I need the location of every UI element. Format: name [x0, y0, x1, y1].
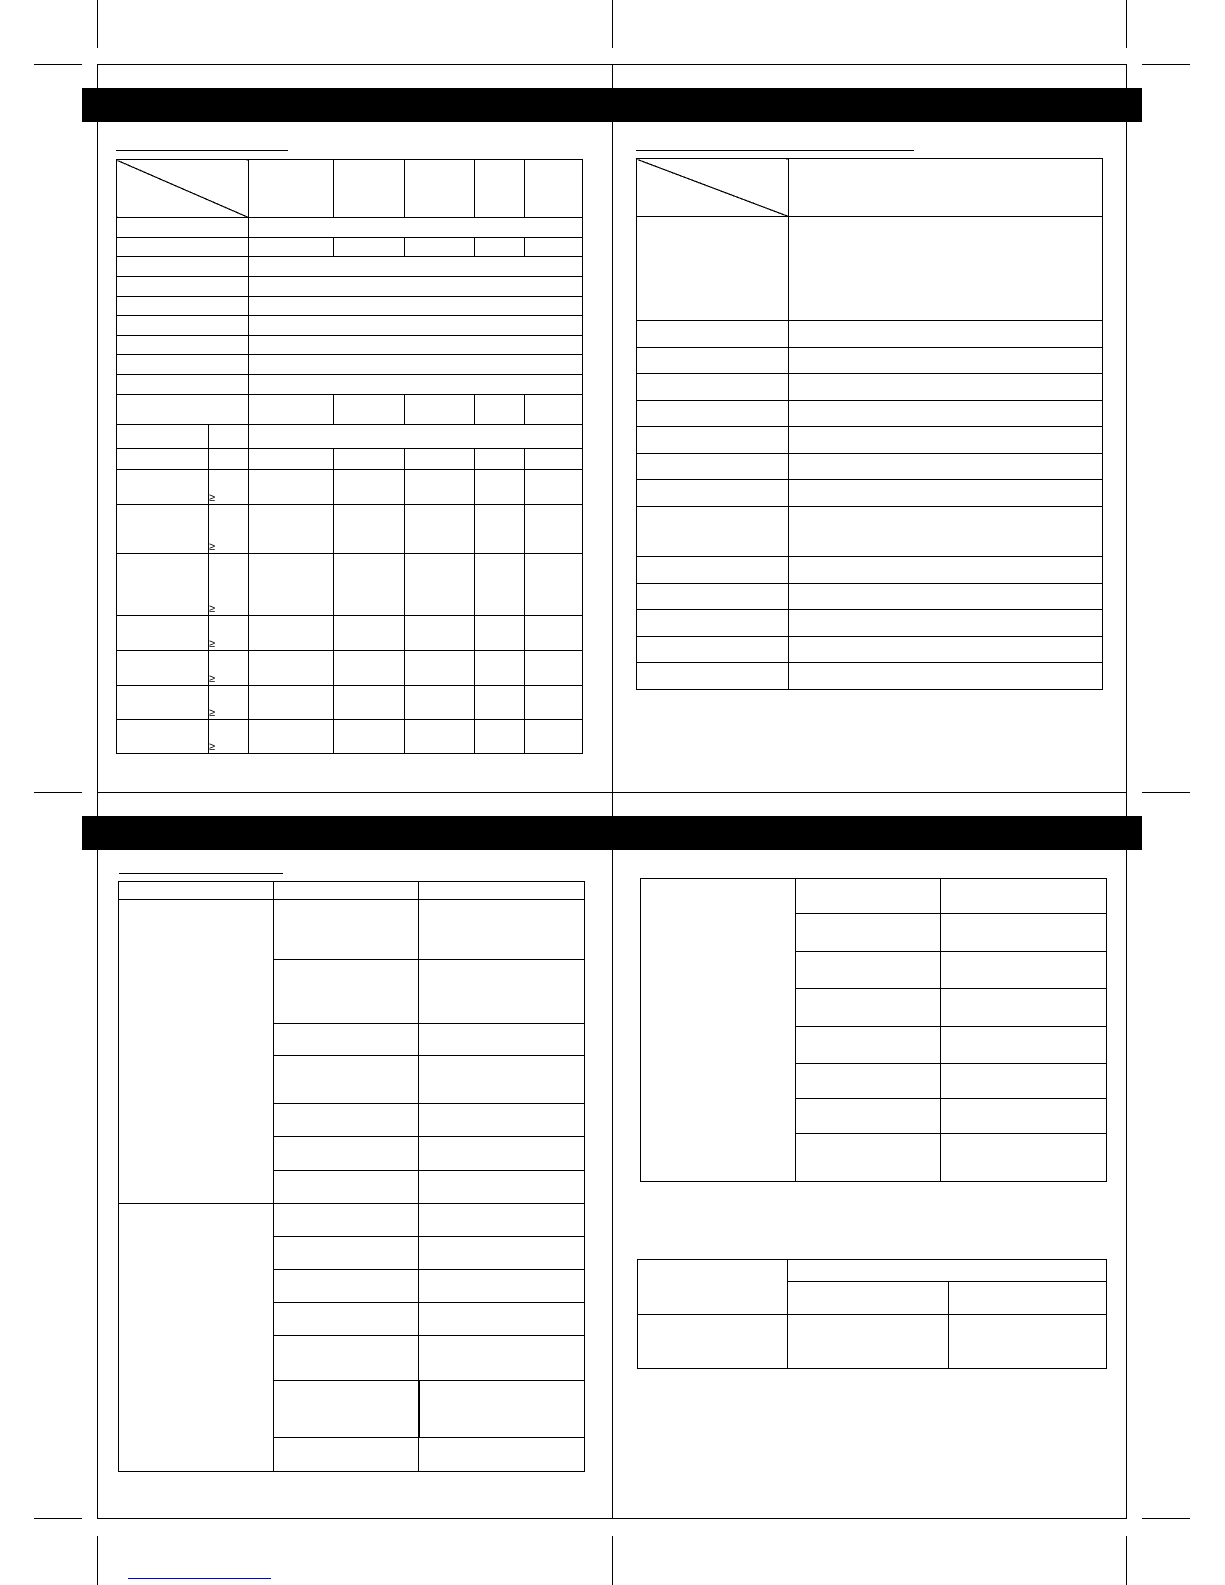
ge-symbol: ≥: [209, 651, 249, 686]
bottom-header-bar: [82, 816, 1142, 850]
summary-table: [637, 1259, 1107, 1369]
table-row: [637, 374, 1103, 401]
table-row: [637, 427, 1103, 454]
table-row: [637, 584, 1103, 610]
table-row: [637, 480, 1103, 507]
ge-symbol: ≥: [209, 505, 249, 554]
table-row: [117, 297, 583, 316]
table-row: [637, 637, 1103, 663]
ge-symbol: ≥: [209, 470, 249, 505]
table-row: [117, 375, 583, 395]
feature-table: [636, 158, 1103, 690]
table-row: [119, 1204, 585, 1237]
diagonal-header-cell: [117, 160, 249, 218]
table-row: [117, 554, 583, 616]
footer-link-underline[interactable]: [128, 1578, 271, 1579]
spec-table-heading-underline: [116, 150, 288, 151]
table-row: [117, 316, 583, 336]
table-row: [119, 900, 585, 960]
table-row: [117, 720, 583, 754]
table-header-row: [119, 882, 585, 900]
table-row: [117, 449, 583, 470]
table-row: [117, 505, 583, 554]
table-row: [637, 507, 1103, 557]
fault-table-heading-underline: [119, 873, 283, 874]
fault-table-continued: [640, 878, 1107, 1182]
table-row: [641, 879, 1107, 914]
table-row: [117, 277, 583, 297]
fault-table: [118, 881, 585, 1472]
table-row: [117, 218, 583, 238]
feature-table-heading-underline: [636, 150, 914, 151]
table-row: [637, 557, 1103, 584]
table-header-row: [638, 1260, 1107, 1282]
table-row: [637, 401, 1103, 427]
table-row: [117, 355, 583, 375]
table-row: [637, 610, 1103, 637]
ge-symbol: ≥: [209, 720, 249, 754]
table-row: [117, 651, 583, 686]
table-row: [637, 348, 1103, 374]
table-row: [117, 470, 583, 505]
table-row: [637, 454, 1103, 480]
table-row: [117, 336, 583, 355]
table-row: [117, 686, 583, 720]
table-header-row: [637, 159, 1103, 217]
table-row: [637, 663, 1103, 690]
table-row: [638, 1315, 1107, 1369]
table-row: [117, 616, 583, 651]
ge-symbol: ≥: [209, 686, 249, 720]
spec-table: [116, 159, 583, 754]
table-row: [117, 238, 583, 257]
table-row: [117, 257, 583, 277]
table-row: [117, 395, 583, 425]
table-row: [637, 321, 1103, 348]
table-row: [117, 425, 583, 449]
table-row: [637, 217, 1103, 321]
table-header-row: [117, 160, 583, 218]
diagonal-header-cell: [637, 159, 789, 217]
top-header-bar: [82, 88, 1142, 122]
ge-symbol: ≥: [209, 554, 249, 616]
ge-symbol: ≥: [209, 616, 249, 651]
